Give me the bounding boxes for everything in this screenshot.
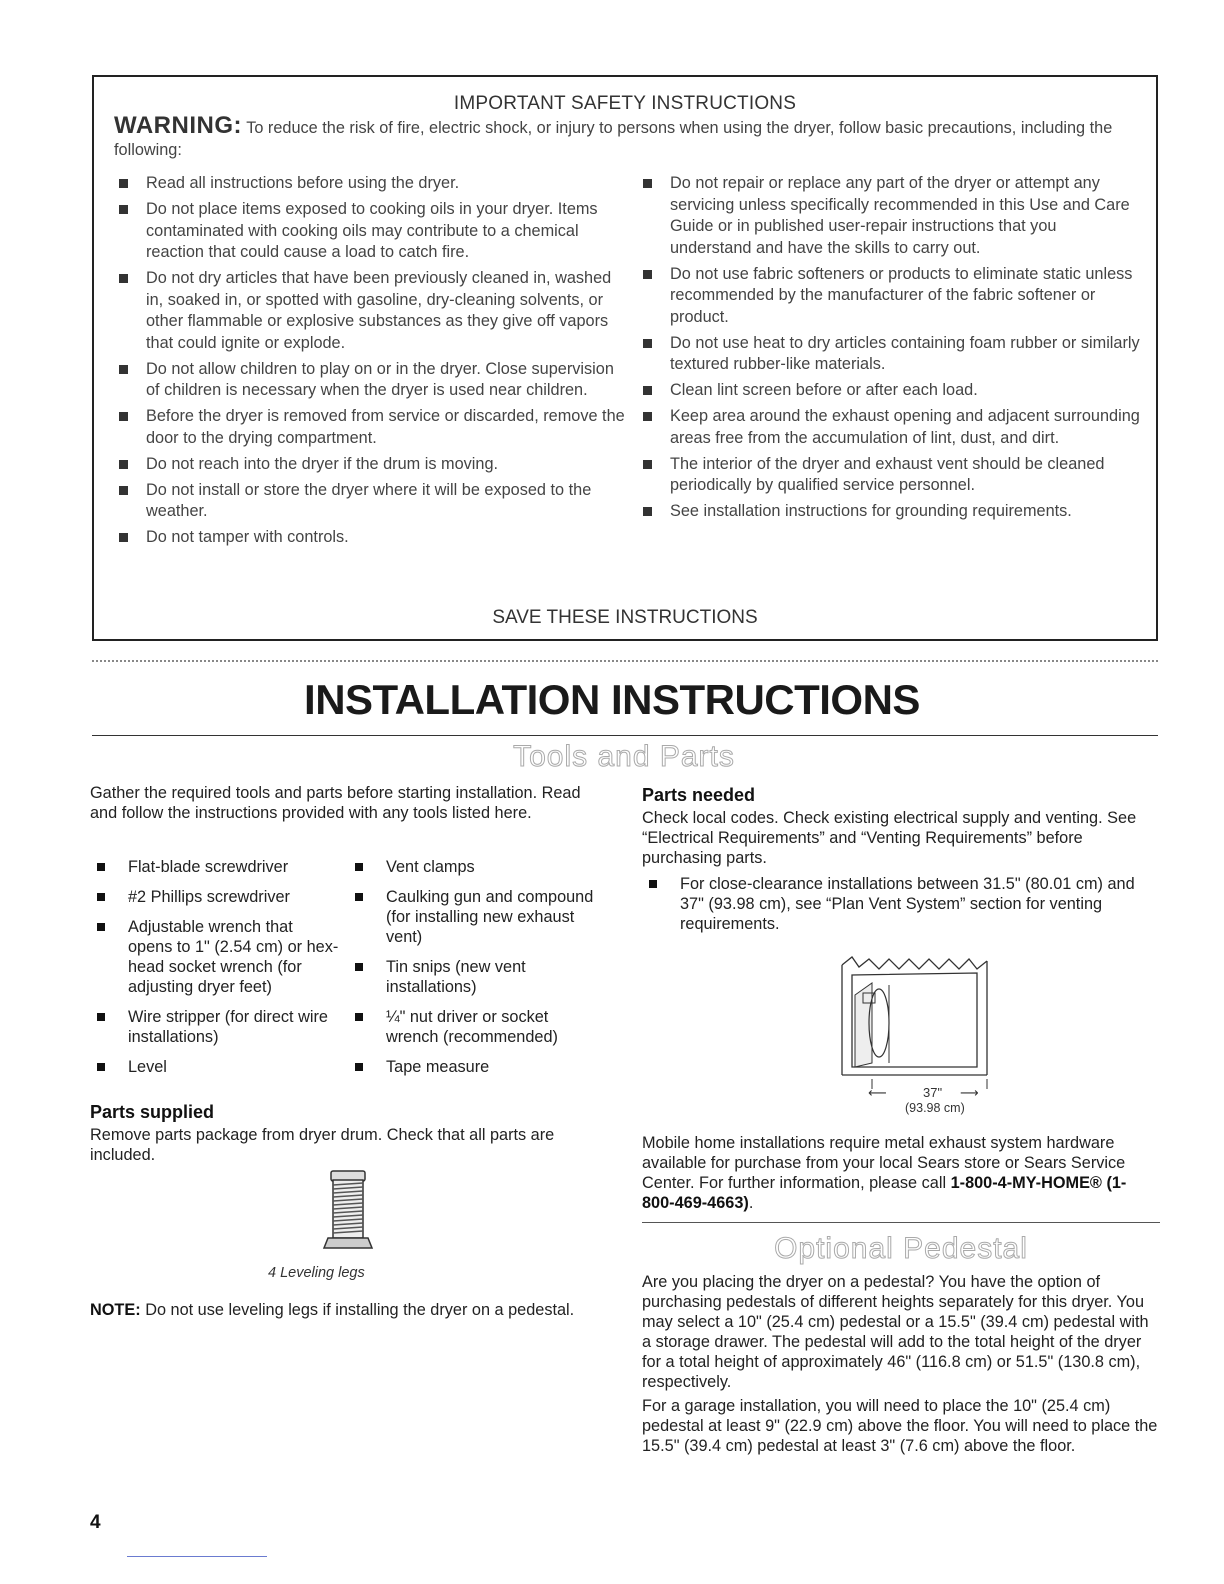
list-item: Do not place items exposed to cooking oils in your dryer. Items contaminated with cooking oils may contribute to a chemical reaction that could cause a load to catch fire. [116, 199, 626, 264]
list-item: Before the dryer is removed from service or discarded, remove the door to the drying compartment. [116, 406, 626, 449]
bullet-icon [355, 893, 363, 901]
bullet-icon [355, 963, 363, 971]
list-item: Do not use heat to dry articles containing foam rubber or similarly textured rubber-like materials. [640, 333, 1140, 376]
list-item: Caulking gun and compound (for installing new exhaust vent) [348, 887, 598, 947]
list-item: Flat-blade screwdriver [90, 857, 340, 877]
warning-text: To reduce the risk of fire, electric shock, or injury to persons when using the dryer, follow basic precautions, including the following: [114, 119, 1113, 159]
parts-supplied-text: Remove parts package from dryer drum. Check that all parts are included. [90, 1126, 555, 1164]
list-item: Tape measure [348, 1057, 598, 1077]
footer-line [127, 1556, 267, 1557]
list-item: #2 Phillips screwdriver [90, 887, 340, 907]
list-item: The interior of the dryer and exhaust vent should be cleaned periodically by qualified service personnel. [640, 454, 1140, 497]
dimension-sublabel: (93.98 cm) [905, 1101, 965, 1115]
section-rule [642, 1222, 1160, 1223]
bullet-icon [97, 863, 105, 871]
page-title: INSTALLATION INSTRUCTIONS [304, 676, 920, 723]
list-item: Read all instructions before using the dryer. [116, 173, 626, 195]
bullet-icon [97, 893, 105, 901]
list-item: Vent clamps [348, 857, 598, 877]
safety-title: IMPORTANT SAFETY INSTRUCTIONS [453, 93, 797, 114]
bullet-icon [97, 1013, 105, 1021]
dimension-arrow-left: ⟵ [868, 1085, 887, 1100]
list-item: Do not repair or replace any part of the dryer or attempt any servicing unless specifically recommended in this Use and Care Guide or in published user-repair instructions that you understand and have the skills to carry out. [640, 173, 1140, 259]
tools-parts-heading: Tools and Parts [513, 740, 735, 773]
list-item: Do not tamper with controls. [116, 527, 626, 549]
legs-caption: 4 Leveling legs [268, 1265, 365, 1281]
parts-supplied-heading: Parts supplied [90, 1102, 215, 1122]
list-item: Do not use fabric softeners or products to eliminate static unless recommended by the manufacturer of the fabric softener or product. [640, 264, 1140, 329]
list-item: Adjustable wrench that opens to 1" (2.54 cm) or hex-head socket wrench (for adjusting dryer feet) [90, 917, 340, 997]
parts-needed-text: Check local codes. Check existing electrical supply and venting. See “Electrical Requirements” and “Venting Requirements” before purchasing parts. [642, 809, 1137, 867]
note [90, 1300, 590, 1320]
bullet-icon [355, 1063, 363, 1071]
list-item: See installation instructions for grounding requirements. [640, 501, 1140, 523]
bullet-icon [355, 1013, 363, 1021]
save-instructions-title: SAVE THESE INSTRUCTIONS [492, 607, 758, 628]
list-item: Do not reach into the dryer if the drum is moving. [116, 454, 626, 476]
bullet-icon [97, 1063, 105, 1071]
dryer-clearance-diagram [837, 955, 997, 1090]
left-column [90, 0, 610, 1584]
list-item: ¼" nut driver or socket wrench (recommended) [348, 1007, 598, 1047]
list-item: Keep area around the exhaust opening and adjacent surrounding areas free from the accumulation of lint, dust, and dirt. [640, 406, 1140, 449]
list-item: Level [90, 1057, 340, 1077]
leveling-leg-icon [320, 1168, 380, 1258]
pedestal-para-1: Are you placing the dryer on a pedestal? You have the option of purchasing pedestals of different heights separately for this dryer. You may select a 10" (25.4 cm) pedestal or a 15.5" (39.4 cm) pedestal with a storage drawer. The pedestal will add to the total height of the dryer for a total height of approximately 46" (116.8 cm) or 51.5" (130.8 cm), respectively. [642, 1273, 1149, 1391]
warning-word: WARNING: [114, 112, 242, 139]
bullet-icon [97, 923, 105, 931]
phone-number: 1-800-4-MY-HOME® (1-800-469-4663) [642, 1174, 1127, 1212]
parts-needed-heading: Parts needed [642, 785, 756, 805]
dimension-arrow-right: ⟶ [960, 1085, 979, 1100]
list-item: Wire stripper (for direct wire installations) [90, 1007, 340, 1047]
list-item: For close-clearance installations between 31.5" (80.01 cm) and 37" (93.98 cm), see “Plan Vent System” section for venting requirements. [642, 874, 1142, 934]
tools-list-col1 [90, 857, 340, 1087]
list-item: Clean lint screen before or after each load. [640, 380, 1140, 402]
tools-list-col2 [348, 857, 598, 1087]
note-label: NOTE: [90, 1301, 141, 1319]
page-number: 4 [90, 1512, 101, 1533]
list-item: Do not allow children to play on or in the dryer. Close supervision of children is necessary when the dryer is used near children. [116, 359, 626, 402]
bullet-icon [355, 863, 363, 871]
note-text: Do not use leveling legs if installing the dryer on a pedestal. [145, 1301, 575, 1319]
tools-intro: Gather the required tools and parts before starting installation. Read and follow the instructions provided with any tools listed here. [90, 784, 581, 822]
list-item: Do not dry articles that have been previously cleaned in, washed in, soaked in, or spotted with gasoline, dry-cleaning solvents, or other flammable or explosive substances as they give off vapors that could ignite or explode. [116, 268, 626, 354]
optional-pedestal-heading: Optional Pedestal [774, 1232, 1028, 1265]
parts-needed-list [642, 874, 1142, 944]
list-item: Do not install or store the dryer where it will be exposed to the weather. [116, 480, 626, 523]
mobile-home-text: Mobile home installations require metal exhaust system hardware available for purchase from your local Sears store or Sears Service Center. For further information, please call 1-800-4-MY-HOME® (1-800-469-4663). [642, 1134, 1127, 1212]
list-item: Tin snips (new vent installations) [348, 957, 598, 997]
dimension-label: 37" [923, 1085, 943, 1100]
right-column [642, 0, 1162, 1584]
pedestal-para-2: For a garage installation, you will need to place the 10" (25.4 cm) pedestal at least 9" (22.9 cm) above the floor. You will need to place the 15.5" (39.4 cm) pedestal at least 3" (7.6 cm) above the floor. [642, 1397, 1158, 1455]
bullet-icon [649, 880, 657, 888]
